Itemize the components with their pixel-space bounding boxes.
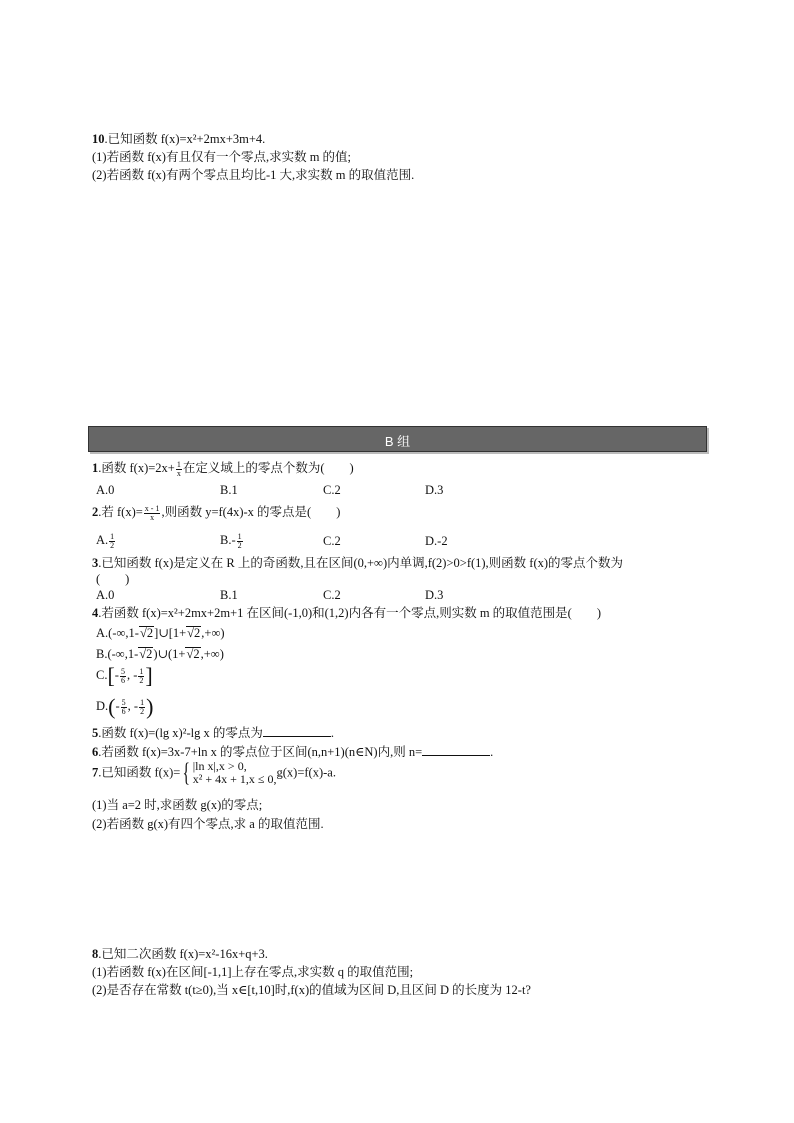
q10-part2: (2)若函数 f(x)有两个零点且均比-1 大,求实数 m 的取值范围. <box>92 168 415 182</box>
b2-option-b <box>220 532 244 550</box>
question-number: 10 <box>92 132 105 146</box>
option-text: ,+∞) <box>201 626 225 640</box>
option-text: B.(-∞,1- <box>96 647 139 661</box>
frac-den: 6 <box>121 706 126 716</box>
frac-num: 1 <box>110 531 115 541</box>
b2-option-c: C.2 <box>323 534 341 548</box>
b5-post: . <box>330 726 334 740</box>
paren-close: ) <box>146 694 154 719</box>
b1-pre: .函数 f(x)=2x+ <box>98 461 175 475</box>
option-text: A.(-∞,1- <box>96 626 139 640</box>
frac-num: 1 <box>237 531 242 541</box>
piecewise-cases <box>193 760 277 786</box>
b1-stem <box>92 460 354 478</box>
frac-den: x <box>150 512 155 522</box>
question-number: 4 <box>92 606 99 620</box>
option-label: B.- <box>220 533 236 547</box>
frac-num: 1 <box>139 666 144 676</box>
frac-num: x - 1 <box>144 503 160 513</box>
sqrt-arg: 2 <box>194 626 201 640</box>
b4-option-c <box>96 665 153 687</box>
b4-stem <box>92 605 601 621</box>
case-2: x² + 4x + 1,x ≤ 0, <box>192 772 277 786</box>
option-label: A. <box>96 533 109 547</box>
comma: , <box>127 698 134 713</box>
option-text: ,+∞) <box>200 647 224 661</box>
option-label: D. <box>96 698 109 713</box>
comma: , <box>126 667 134 682</box>
q10-stem-math: f(x)=x²+2mx+3m+4. <box>160 132 266 146</box>
b1-option-a: A.0 <box>96 483 115 497</box>
group-b-label: B 组 <box>384 434 411 449</box>
paren-open: ( <box>108 694 116 719</box>
frac-den: 2 <box>140 706 145 716</box>
frac-den: 2 <box>139 675 144 685</box>
b3-option-b: B.1 <box>220 588 238 602</box>
fraction <box>120 668 126 685</box>
b7-stem <box>92 760 336 786</box>
question-number: 1 <box>92 461 99 475</box>
frac-num: 5 <box>120 666 125 676</box>
sqrt: √2 <box>139 647 153 661</box>
frac-num: 5 <box>121 697 126 707</box>
sqrt-arg: 2 <box>146 626 154 640</box>
frac-den: 2 <box>110 540 115 550</box>
b4-option-a <box>96 625 225 641</box>
sqrt-arg: 2 <box>193 647 200 661</box>
frac-den: 6 <box>120 675 125 685</box>
b1-post: 在定义域上的零点个数为( ) <box>182 461 354 475</box>
fraction <box>144 505 161 522</box>
question-number: 3 <box>92 556 99 570</box>
answer-blank[interactable] <box>263 725 331 737</box>
b4-option-b <box>96 646 224 662</box>
b1-option-d: D.3 <box>425 483 444 497</box>
b2-option-d: D.-2 <box>425 534 448 548</box>
question-number: 6 <box>92 745 99 759</box>
b3-line1: .已知函数 f(x)是定义在 R 上的奇函数,且在区间(0,+∞)内单调,f(2)>0>f(1),则函数 f(x)的零点个数为 <box>98 556 624 570</box>
b4-option-d <box>96 696 153 718</box>
fraction <box>138 668 144 685</box>
sqrt: √2 <box>187 626 201 640</box>
b2-post: ,则函数 y=f(4x)-x 的零点是( ) <box>161 505 341 519</box>
b6-post: . <box>490 745 494 759</box>
fraction <box>176 461 182 478</box>
b8-stem-text: .已知二次函数 f(x)=x²-16x+q+3. <box>98 947 268 961</box>
option-label: C. <box>96 667 108 682</box>
question-number: 8 <box>92 947 99 961</box>
b6-pre: .若函数 f(x)=3x-7+ln x 的零点位于区间(n,n+1)(n∈N)内,则 n= <box>98 745 423 759</box>
b6-stem <box>92 744 493 760</box>
option-text: )∪(1+ <box>153 647 186 661</box>
b4-stem-text: .若函数 f(x)=x²+2mx+2m+1 在区间(-1,0)和(1,2)内各有一个零点,则实数 m 的取值范围是( ) <box>98 606 601 620</box>
frac-den: 2 <box>237 540 242 550</box>
minus: - <box>133 667 138 682</box>
b2-option-a <box>96 532 116 550</box>
b3-option-c: C.2 <box>323 588 341 602</box>
b5-stem <box>92 725 334 741</box>
q10-stem-text: .已知函数 <box>104 132 161 146</box>
case-1: |ln x|,x > 0, <box>192 759 247 773</box>
b8-part1: (1)若函数 f(x)在区间[-1,1]上存在零点,求实数 q 的取值范围; <box>92 965 414 979</box>
group-b-header <box>88 426 707 452</box>
b2-pre: .若 f(x)= <box>98 505 143 519</box>
b3-stem <box>92 555 623 571</box>
b2-stem <box>92 504 340 522</box>
frac-num: 1 <box>176 459 181 469</box>
option-text: ]∪[1+ <box>154 626 187 640</box>
b3-option-d: D.3 <box>425 588 444 602</box>
b7-part2: (2)若函数 g(x)有四个零点,求 a 的取值范围. <box>92 817 324 831</box>
b3-answer-paren: ( ) <box>96 572 130 586</box>
minus: - <box>114 667 119 682</box>
fraction <box>139 699 145 716</box>
b5-pre: .函数 f(x)=(lg x)²-lg x 的零点为 <box>98 726 263 740</box>
minus: - <box>115 698 120 713</box>
b8-stem <box>92 946 268 962</box>
b7-pre: .已知函数 f(x)= <box>98 765 181 780</box>
q10-stem <box>92 131 265 147</box>
b1-option-b: B.1 <box>220 483 238 497</box>
fraction <box>109 533 115 550</box>
b7-part1: (1)当 a=2 时,求函数 g(x)的零点; <box>92 798 263 812</box>
frac-num: 1 <box>140 697 145 707</box>
b7-post: g(x)=f(x)-a. <box>276 765 336 780</box>
frac-den: x <box>176 468 181 478</box>
question-number: 5 <box>92 726 99 740</box>
sqrt: √2 <box>139 626 154 640</box>
b1-option-c: C.2 <box>323 483 341 497</box>
bracket-open: [ <box>107 663 115 688</box>
fraction <box>121 699 127 716</box>
question-number: 7 <box>92 765 99 780</box>
q10-part1: (1)若函数 f(x)有且仅有一个零点,求实数 m 的值; <box>92 150 352 164</box>
question-number: 2 <box>92 505 99 519</box>
minus: - <box>133 698 139 713</box>
b8-part2: (2)是否存在常数 t(t≥0),当 x∈[t,10]时,f(x)的值域为区间 D,且区间 D 的长度为 12-t? <box>92 983 531 997</box>
fraction <box>237 533 243 550</box>
answer-blank[interactable] <box>422 744 490 756</box>
brace: { <box>182 758 191 787</box>
b3-option-a: A.0 <box>96 588 115 602</box>
sqrt: √2 <box>186 647 200 661</box>
sqrt-arg: 2 <box>146 647 153 661</box>
bracket-close: ] <box>145 663 153 688</box>
